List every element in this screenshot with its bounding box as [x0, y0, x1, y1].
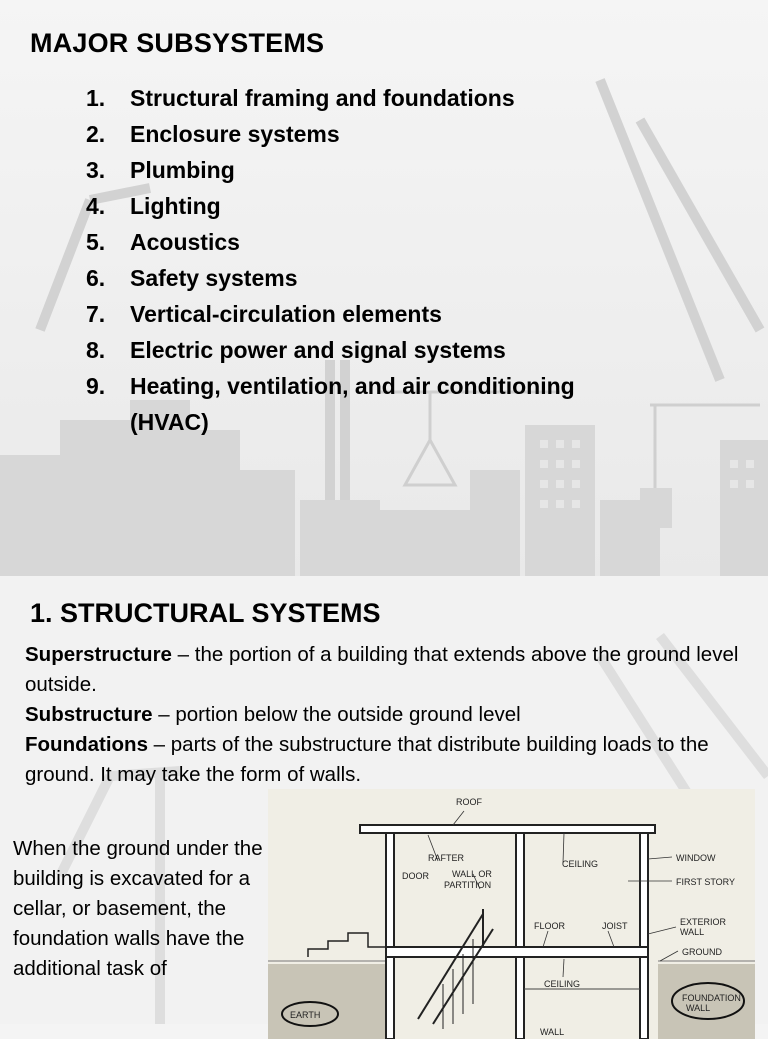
label-door: DOOR	[402, 871, 429, 881]
list-item: 6. Safety systems	[86, 265, 298, 291]
label-joist: JOIST	[602, 921, 628, 931]
slide-title: 1. STRUCTURAL SYSTEMS	[30, 598, 381, 628]
list-item: 4. Lighting	[86, 193, 221, 219]
list-item: 5. Acoustics	[86, 229, 240, 255]
label-foundation-wall: WALL	[686, 1003, 711, 1013]
label-ground: GROUND	[682, 947, 722, 957]
label-wall-bottom: WALL	[540, 1027, 565, 1037]
label-earth: EARTH	[290, 1010, 321, 1020]
definition-superstructure: Superstructure – the portion of a building that extends above the ground level outside.	[25, 643, 739, 696]
label-floor: FLOOR	[534, 921, 566, 931]
label-ceiling-upper: CEILING	[562, 859, 599, 869]
label-exterior: EXTERIOR	[680, 917, 727, 927]
label-wall-or: WALL OR	[452, 869, 492, 879]
definition-foundations: Foundations – parts of the substructure that distribute building loads to the ground. It may take the form of walls.	[25, 733, 709, 786]
label-partition: PARTITION	[444, 880, 492, 890]
list-item: 7. Vertical-circulation elements	[86, 301, 442, 327]
label-roof: ROOF	[456, 797, 482, 807]
slide-structural-systems	[0, 576, 768, 1037]
label-first-story: FIRST STORY	[676, 877, 736, 887]
list-item: 1. Structural framing and foundations	[86, 85, 515, 111]
label-ceiling-lower: CEILING	[544, 979, 581, 989]
list-item: 3. Plumbing	[86, 157, 235, 183]
list-item: 8. Electric power and signal systems	[86, 337, 506, 363]
label-exterior-wall: WALL	[680, 927, 705, 937]
definitions	[25, 640, 745, 790]
label-window: WINDOW	[676, 853, 716, 863]
subsystems-list	[86, 80, 650, 440]
definition-substructure: Substructure – portion below the outside ground level	[25, 703, 521, 726]
list-item: 2. Enclosure systems	[86, 121, 340, 147]
label-rafter: RAFTER	[428, 853, 464, 863]
building-section-diagram	[268, 789, 755, 1039]
list-item: 9. Heating, ventilation, and air conditioning (HVAC)	[86, 373, 575, 435]
basement-explanation-text: When the ground under the building is excavated for a cellar, or basement, the foundation walls have the additional task of	[13, 837, 263, 980]
label-foundation: FOUNDATION	[682, 993, 741, 1003]
slide-title: MAJOR SUBSYSTEMS	[30, 28, 325, 58]
